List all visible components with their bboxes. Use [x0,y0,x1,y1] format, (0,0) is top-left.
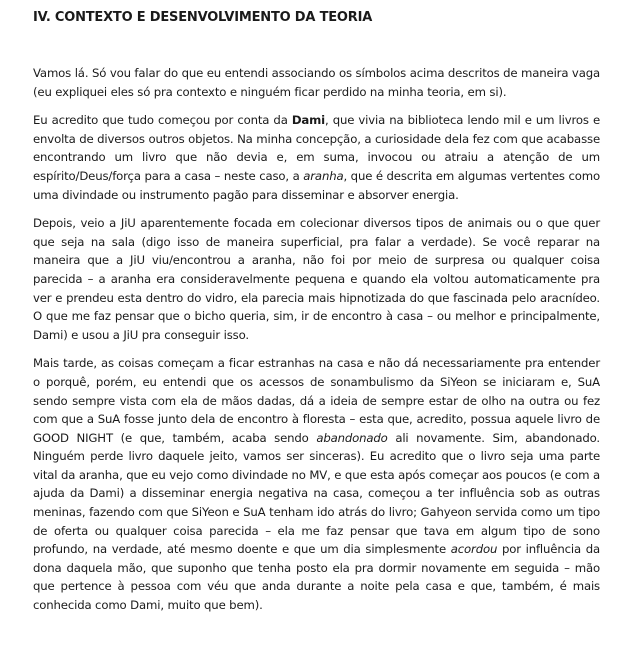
italic-text: acordou [450,542,498,557]
text-run: Eu acredito que tudo começou por conta da [33,113,292,128]
text-run: Depois, veio a JiU aparentemente focada em colecionar diversos tipos de animais ou o que quer que seja na sala (digo isso de maneira superficial, pra falar a verdade). Se você reparar na maneira que a JiU viu/encontrou a aranha, não foi por meio de surpresa ou qualquer coisa parecida – a aranha era consideravelmente pequena e quando ela voltou automaticamente pra ver e prendeu esta dentro do vidro, ela parecia mais hipnotizada do que fascinada pelo aracnídeo. O que me faz pensar que o bicho queria, sim, ir de encontro à casa – ou melhor e principalmente, Dami) e usou a JiU pra conseguir isso. [33,216,600,342]
text-run: , que vivia na biblioteca lendo mil e um livros e envolta de diversos outros objetos. Na minha concepção, a curiosidade dela fez com que acabasse encontrando um livro que não devia e, em suma, invocou ou atraiu a atenção de um espírito/Deus/força para a casa – neste caso, a [33,113,600,183]
text-run: ali novamente. Sim, abandonado. Ninguém perde livro daquele jeito, vamos ser sinceras). Eu acredito que o livro seja uma parte vital da aranha, que eu vejo como divindade no MV, e que esta após começar aos poucos (e com a ajuda da Dami) a disseminar energia negativa na casa, começou a ter influência sob as outras meninas, fazendo com que SiYeon e SuA tenham ido atrás do livro; Gahyeon servida como um tipo de oferta ou qualquer coisa parecida – ela me faz pensar que tava em algum tipo de sono profundo, na verdade, até mesmo doente e que um dia simplesmente [33,430,600,557]
paragraph [33,214,600,344]
paragraph [33,111,600,204]
italic-text: abandonado [316,430,388,445]
document-body [33,64,600,615]
document-page [33,0,600,615]
text-run: Vamos lá. Só vou falar do que eu entendi associando os símbolos acima descritos de maneira vaga (eu expliquei eles só pra contexto e ninguém ficar perdido na minha teoria, em si). [33,66,600,99]
italic-text: aranha [303,168,344,183]
bold-text: Dami [291,113,326,128]
section-heading: IV. CONTEXTO E DESENVOLVIMENTO DA TEORIA [33,10,373,25]
paragraph [33,64,600,101]
text-run: , que é descrita em algumas vertentes como uma divindade ou instrumento pagão para disseminar e absorver energia. [33,168,600,202]
text-run: por influência da dona daquela mão, que suponho que tenha posto ela pra dormir novamente em seguida – mão que pertence à pessoa com véu que anda durante a noite pela casa e que, também, é mais conhecida como Dami, muito que bem). [33,542,600,613]
text-run: Mais tarde, as coisas começam a ficar estranhas na casa e não dá necessariamente pra entender o porquê, porém, eu entendi que os acessos de sonambulismo da SiYeon se iniciaram e, SuA sendo sempre vista com ela de mãos dadas, dá a ideia de sempre estar de olho na outra ou fez com que a SuA fosse junto dela de encontro à floresta – esta que, acredito, possua aquele livro de GOOD NIGHT (e que, também, acaba sendo [33,356,600,445]
paragraph [33,354,600,614]
